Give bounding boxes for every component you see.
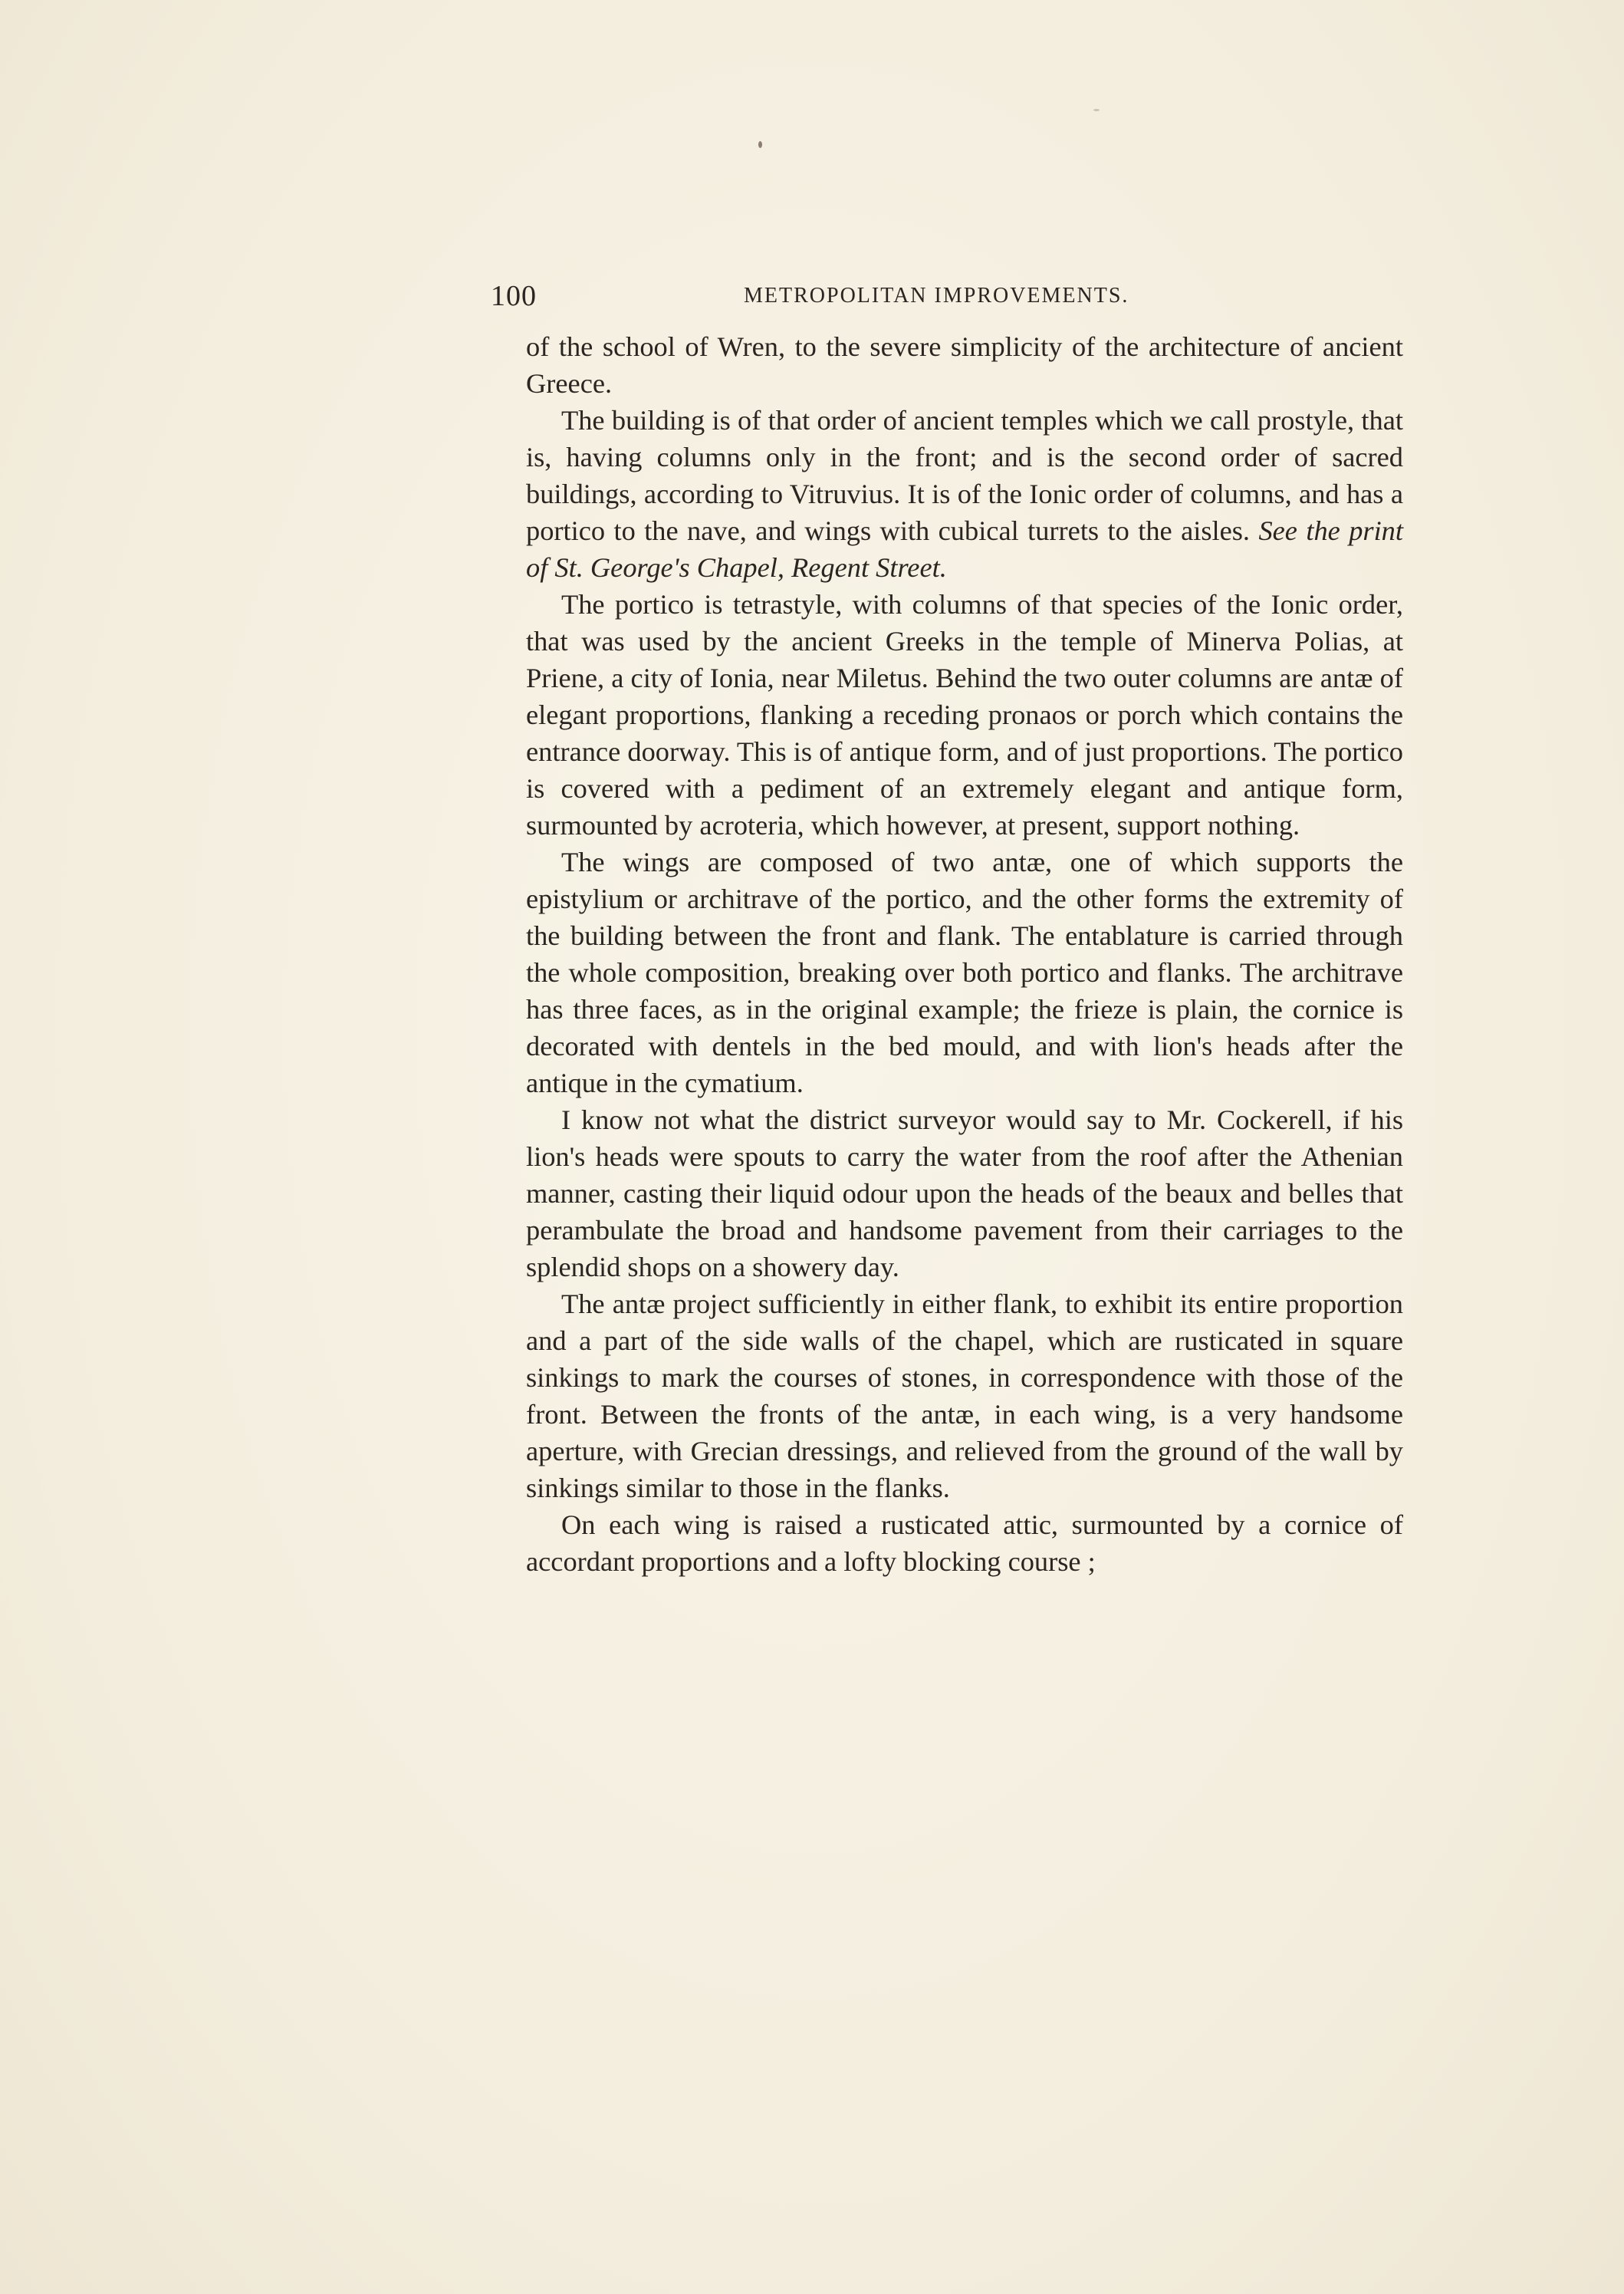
paragraph-text: The antæ project sufficiently in either flank, to exhibit its entire proportion and a part of the side walls of the chapel, which are rusticated in square sinkings to mark the courses of stones, in correspondence with those of the front. Between the fronts of the antæ, in each wing, is a very handsome aperture, with Grecian dressings, and relieved from the ground of the wall by sinkings similar to those in the flanks. [526,1289,1403,1503]
paragraph [526,1506,1403,1580]
body-text [526,328,1403,1580]
paragraph [526,844,1403,1101]
paragraph [526,1285,1403,1506]
paragraph-text: On each wing is raised a rusticated attic, surmounted by a cornice of accordant proportions and a lofty blocking course ; [526,1509,1403,1577]
paragraph [526,328,1403,402]
paragraph-text: The building is of that order of ancient temples which we call prostyle, that is, having columns only in the front; and is the second order of sacred buildings, according to Vitruvius. It is of the Ionic order of columns, and has a portico to the nave, and wings with cubical turrets to the aisles. [526,405,1403,546]
paragraph-text: of the school of Wren, to the severe simplicity of the architecture of ancient Greece. [526,331,1403,399]
running-title: METROPOLITAN IMPROVEMENTS. [744,284,1129,308]
running-header [491,279,1403,318]
paragraph-text: The wings are composed of two antæ, one of which supports the epistylium or architrave of the portico, and the other forms the extremity of the building between the front and flank. The entablature is carried through the whole composition, breaking over both portico and flanks. The architrave has three faces, as in the original example; the frieze is plain, the cornice is decorated with dentels in the bed mould, and with lion's heads after the antique in the cymatium. [526,847,1403,1098]
ink-speck [1093,109,1100,111]
ink-speck [758,141,762,148]
paragraph-text: The portico is tetrastyle, with columns of that species of the Ionic order, that was used by the ancient Greeks in the temple of Minerva Polias, at Priene, a city of Ionia, near Miletus. Behind the two outer columns are antæ of elegant proportions, flanking a receding pronaos or porch which contains the entrance doorway. This is of antique form, and of just proportions. The portico is covered with a pediment of an extremely elegant and antique form, surmounted by acroteria, which however, at present, support nothing. [526,589,1403,841]
paragraph-text: I know not what the district surveyor would say to Mr. Cockerell, if his lion's heads were spouts to carry the water from the roof after the Athenian manner, casting their liquid odour upon the heads of the beaux and belles that perambulate the broad and handsome pavement from their carriages to the splendid shops on a showery day. [526,1104,1403,1282]
print-reference: See the print of St. George's Chapel, Regent Street. [526,515,1403,583]
paragraph [526,586,1403,844]
paragraph [526,402,1403,586]
page-number: 100 [491,280,537,312]
paragraph [526,1101,1403,1285]
